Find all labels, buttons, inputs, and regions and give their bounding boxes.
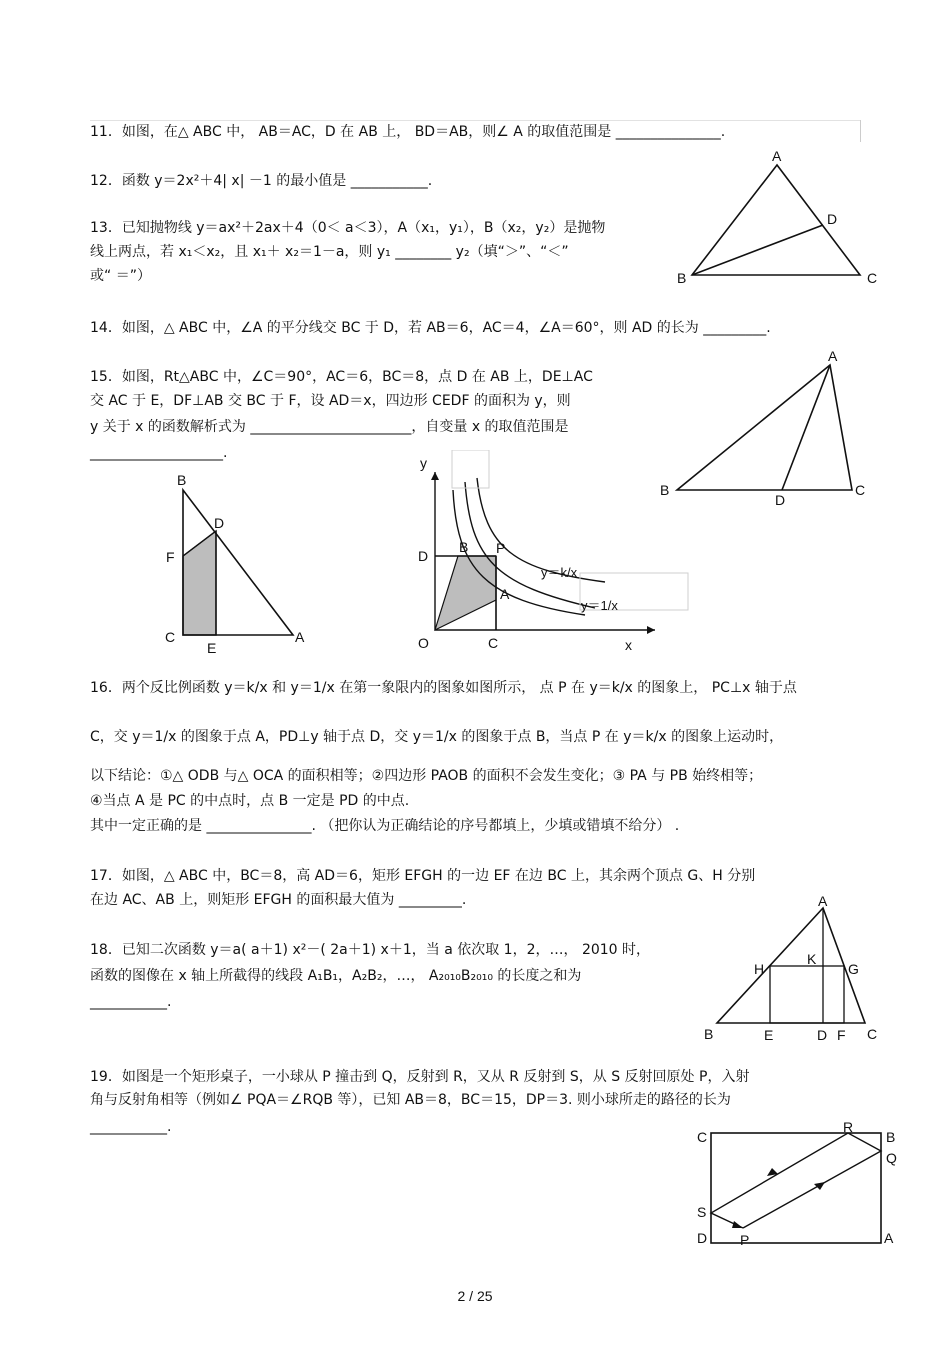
label-g: G — [848, 961, 859, 977]
label-s: S — [697, 1204, 707, 1220]
label-b: B — [177, 472, 187, 488]
label-x: x — [625, 637, 632, 653]
label-b: B — [677, 270, 687, 286]
triangle-abc — [677, 365, 852, 490]
question-15-line3: y 关于 x 的函数解析式为 _______________________，自变量 x 的取值范围是 — [90, 419, 569, 435]
ball-path — [711, 1133, 881, 1228]
label-a: A — [884, 1230, 894, 1246]
question-14: 14．如图，△ ABC 中，∠A 的平分线交 BC 于 D，若 AB＝6，AC＝4，∠A＝60°，则 AD 的长为 _________. — [90, 320, 771, 336]
label-a: A — [295, 629, 305, 645]
question-13-line3: 或“ ＝”） — [90, 268, 151, 284]
label-b: B — [886, 1129, 896, 1145]
label-f: F — [166, 549, 175, 565]
question-11: 11．如图，在△ ABC 中， AB＝AC，D 在 AB 上， BD＝AB，则∠ A 的取值范围是 _______________. — [90, 124, 726, 140]
label-c: C — [867, 1026, 878, 1042]
label-p: P — [496, 540, 506, 556]
label-a: A — [828, 348, 838, 364]
question-18-line2: 函数的图像在 x 轴上所截得的线段 A₁B₁，A₂B₂，…， A₂₀₁₀B₂₀₁₀ 的长度之和为 — [90, 968, 582, 984]
label-d: D — [697, 1230, 708, 1246]
label-d: D — [827, 211, 838, 227]
label-c: C — [488, 635, 499, 651]
label-e: E — [764, 1027, 774, 1043]
margin-mark — [860, 120, 861, 142]
label-a: A — [500, 586, 510, 602]
label-b: B — [459, 539, 469, 555]
curve-label-k: y＝k/x — [541, 565, 578, 580]
question-12: 12．函数 y＝2x²＋4| x| －1 的最小值是 ___________. — [90, 173, 433, 189]
figure-q17-inscribed-rectangle — [700, 893, 890, 1048]
label-c: C — [867, 270, 878, 286]
question-15-line2: 交 AC 于 E，DF⊥AB 交 BC 于 F，设 AD＝x，四边形 CEDF 的面积为 y，则 — [90, 393, 571, 409]
label-d: D — [214, 515, 225, 531]
label-c: C — [165, 629, 176, 645]
label-q: Q — [886, 1150, 897, 1166]
shaded-cedf — [183, 531, 216, 635]
label-d: D — [418, 548, 429, 564]
label-d: D — [775, 492, 786, 508]
label-o: O — [418, 635, 429, 651]
path-arrow — [732, 1221, 743, 1228]
question-16-line4: ④当点 A 是 PC 的中点时，点 B 一定是 PD 的中点. — [90, 793, 410, 809]
page-number: 2 / 25 — [457, 1288, 493, 1304]
question-13-line1: 13．已知抛物线 y＝ax²＋2ax＋4（0＜ a＜3），A（x₁，y₁），B（x₂，y₂）是抛物 — [90, 220, 606, 236]
label-box — [452, 450, 489, 488]
x-axis-arrow — [647, 626, 655, 634]
rectangle-efgh — [770, 966, 844, 1023]
question-15-line4: ___________________. — [90, 445, 228, 461]
figure-q11-triangle — [670, 145, 890, 295]
label-a: A — [818, 893, 828, 909]
question-16-line2: C，交 y＝1/x 的图象于点 A，PD⊥y 轴于点 D，交 y＝1/x 的图象于点 B，当点 P 在 y＝k/x 的图象上运动时， — [90, 729, 784, 745]
question-13-line2: 线上两点，若 x₁＜x₂，且 x₁＋ x₂＝1－a，则 y₁ ________ y₂（填“＞”、“＜” — [90, 244, 569, 260]
label-d: D — [817, 1027, 828, 1043]
figure-q16-reciprocal-graph — [405, 450, 695, 660]
question-16-line1: 16．两个反比例函数 y＝k/x 和 y＝1/x 在第一象限内的图象如图所示， 点 P 在 y＝k/x 的图象上， PC⊥x 轴于点 — [90, 680, 797, 696]
label-b: B — [704, 1026, 714, 1042]
question-19-line3: ___________. — [90, 1119, 172, 1135]
question-17-line1: 17．如图，△ ABC 中，BC＝8，高 AD＝6，矩形 EFGH 的一边 EF 在边 BC 上，其余两个顶点 G、H 分别 — [90, 868, 756, 884]
figure-q15-right-triangle — [160, 470, 315, 660]
label-k: K — [807, 951, 817, 967]
label-b: B — [660, 482, 670, 498]
label-f: F — [837, 1027, 846, 1043]
label-h: H — [754, 961, 765, 977]
label-e: E — [207, 640, 217, 656]
y-axis-arrow — [431, 472, 439, 480]
question-16-line3: 以下结论：①△ ODB 与△ OCA 的面积相等；②四边形 PAOB 的面积不会发生变化；③ PA 与 PB 始终相等； — [90, 768, 763, 784]
question-18-line1: 18．已知二次函数 y＝a( a＋1) x²－( 2a＋1) x＋1，当 a 依次取 1，2，…， 2010 时， — [90, 942, 651, 958]
question-16-line5: 其中一定正确的是 _______________. （把你认为正确结论的序号都填上，少填或错填不给分） . — [90, 818, 680, 834]
question-19-line1: 19．如图是一个矩形桌子，一小球从 P 撞击到 Q，反射到 R，又从 R 反射到 S，从 S 反射回原处 P，入射 — [90, 1069, 750, 1085]
question-19-line2: 角与反射角相等（例如∠ PQA＝∠RQB 等），已知 AB＝8，BC＝15，DP＝3. 则小球所走的路径的长为 — [90, 1092, 731, 1108]
question-18-line3: ___________. — [90, 994, 172, 1010]
label-c: C — [697, 1129, 708, 1145]
label-p: P — [740, 1232, 750, 1248]
label-r: R — [843, 1119, 854, 1135]
curve-label-1: y＝1/x — [581, 598, 618, 613]
shaded-paob — [435, 556, 496, 630]
label-a: A — [772, 148, 782, 164]
header-rule — [90, 120, 860, 121]
path-arrow — [814, 1182, 825, 1190]
question-17-line2: 在边 AC、AB 上，则矩形 EFGH 的面积最大值为 _________. — [90, 892, 467, 908]
label-y: y — [420, 455, 427, 471]
label-c: C — [855, 482, 866, 498]
question-15-line1: 15．如图，Rt△ABC 中，∠C＝90°，AC＝6，BC＝8，点 D 在 AB 上，DE⊥AC — [90, 369, 593, 385]
figure-q19-table — [690, 1118, 905, 1253]
